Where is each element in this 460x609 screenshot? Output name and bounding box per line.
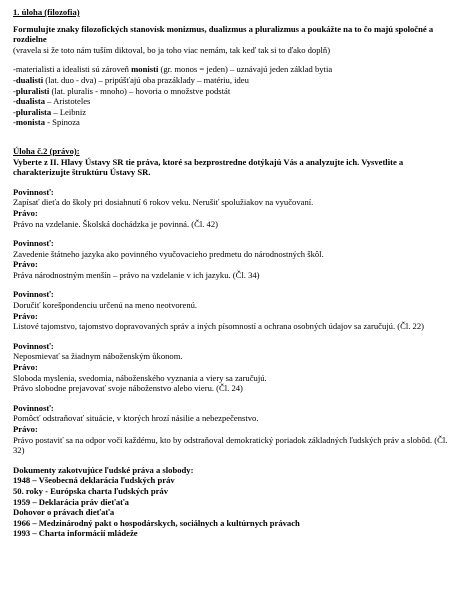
right-text: Práva národnostným menšín – právo na vzdelanie v ich jazyku. (Čl. 34) bbox=[13, 269, 260, 280]
right-text: Právo na vzdelanie. Školská dochádzka je povinná. (Čl. 42) bbox=[13, 218, 218, 229]
right-text: Právo slobodne prejavovať svoje náboženstvo alebo vieru. (Čl. 24) bbox=[13, 383, 243, 394]
right-label: Právo: bbox=[13, 259, 38, 270]
document-item: Dohovor o právach dieťaťa bbox=[13, 507, 115, 518]
task1-heading: 1. úloha (filozofia) bbox=[13, 7, 80, 17]
task1-line: -pluralista – Leibniz bbox=[13, 106, 87, 117]
document-item: 50. roky - Európska charta ľudských práv bbox=[13, 485, 169, 496]
duty-text: Pomôcť odstraňovať situácie, v ktorých hrozí násilie a nebezpečenstvo. bbox=[13, 413, 259, 424]
duty-text: Zavedenie štátneho jazyka ako povinného vyučovacieho predmetu do národnostných škôl. bbox=[13, 248, 324, 259]
right-label: Právo: bbox=[13, 207, 38, 218]
duty-label: Povinnosť: bbox=[13, 402, 54, 413]
duty-text: Zapísať dieťa do školy pri dosiahnutí 6 rokov veku. Nerušiť spolužiakov na vyučovaní. bbox=[13, 197, 314, 208]
task1-line: -pluralisti (lat. pluralis - mnoho) – hovoria o množstve podstát bbox=[13, 85, 231, 96]
rights-block bbox=[13, 341, 451, 394]
duty-label: Povinnosť: bbox=[13, 340, 54, 351]
task2-heading: Úloha č.2 (právo): bbox=[13, 145, 80, 156]
rights-block bbox=[13, 403, 451, 456]
right-text: Listové tajomstvo, tajomstvo dopravovaných správ a iných písomností a ochrana osobných údajov sa zaručujú. (Čl. 22) bbox=[13, 321, 424, 332]
rights-block bbox=[13, 238, 451, 280]
duty-label: Povinnosť: bbox=[13, 238, 54, 249]
task1-line: -dualisti (lat. duo - dva) – pripúšťajú oba prazáklady – matériu, ideu bbox=[13, 74, 249, 85]
duty-label: Povinnosť: bbox=[13, 186, 54, 197]
right-label: Právo: bbox=[13, 424, 38, 434]
document-item: 1948 – Všeobecná deklarácia ľudských práv bbox=[13, 475, 175, 486]
task1-line: -monista - Spinoza bbox=[13, 117, 80, 128]
document-item: 1959 – Deklarácia práv dieťaťa bbox=[13, 496, 129, 507]
document-page bbox=[13, 7, 451, 539]
document-item: 1993 – Charta informácií mládeže bbox=[13, 528, 138, 539]
duty-text: Doručiť korešpondenciu určenú na meno neotvorenú. bbox=[13, 300, 198, 311]
task1-line: -dualista – Aristoteles bbox=[13, 96, 91, 107]
task2-question: Vyberte z II. Hlavy Ústavy SR tie práva, ktoré sa bezprostredne dotýkajú Vás a analyzujte ich. Vysvetlite a charakterizujte štruktúru Ústavy SR. bbox=[13, 156, 404, 178]
task1-question: Formulujte znaky filozofických stanovísk monizmus, dualizmus a pluralizmus a poukážte na to čo majú spoločné a rozdielne bbox=[13, 23, 434, 45]
right-label: Právo: bbox=[13, 362, 38, 373]
document-item: 1966 – Medzinárodný pakt o hospodárskych, sociálnych a kultúrnych právach bbox=[13, 517, 300, 528]
task1-note: (vravela si že toto nám tuším diktoval, bo ja toho viac nemám, tak keď tak si to ďako doplň) bbox=[13, 44, 331, 55]
right-text: Právo postaviť sa na odpor voči každému, kto by odstraňoval demokratický poriadok základných ľudských práv a slobôd. (Čl. 32) bbox=[13, 434, 448, 456]
task1-line: -materialisti a idealisti sú zároveň monisti (gr. monos = jeden) – uznávajú jeden základ bytia bbox=[13, 64, 333, 75]
right-text: Sloboda myslenia, svedomia, náboženského vyznania a viery sa zaručujú. bbox=[13, 372, 267, 383]
duty-text: Neposmievať sa žiadnym náboženským ůkonom. bbox=[13, 351, 183, 362]
rights-block bbox=[13, 187, 451, 229]
right-label: Právo: bbox=[13, 310, 38, 321]
documents-heading: Dokumenty zakotvujúce ľudské práva a slobody: bbox=[13, 464, 194, 475]
duty-label: Povinnosť: bbox=[13, 289, 54, 300]
rights-block bbox=[13, 289, 451, 331]
